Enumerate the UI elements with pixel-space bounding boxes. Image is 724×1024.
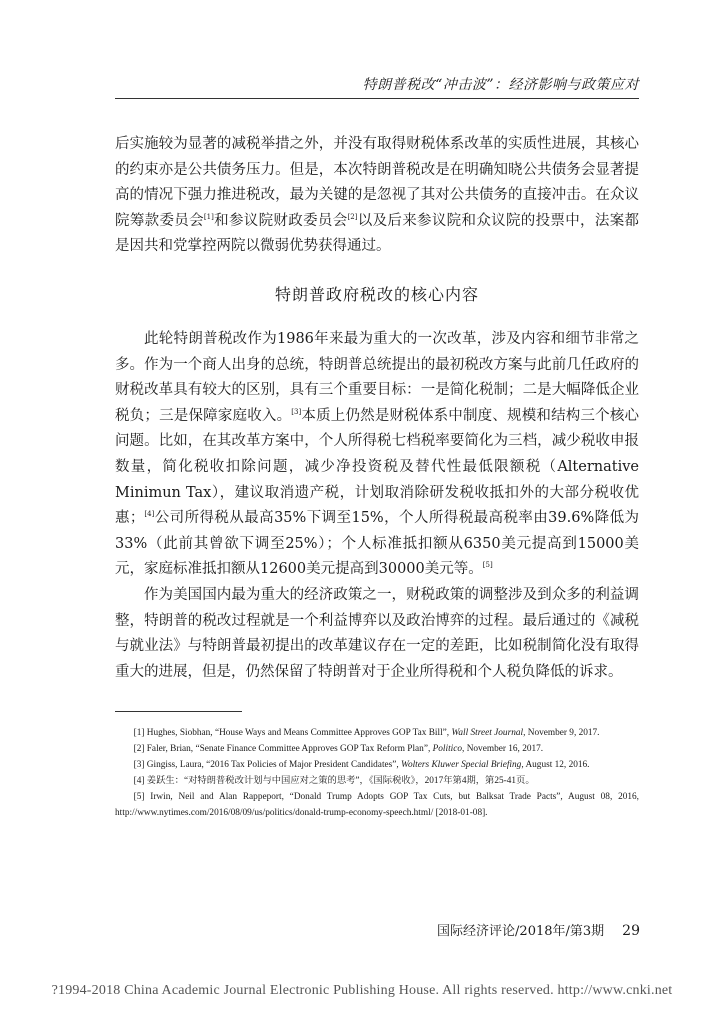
running-head: 特朗普税改“冲击波”：经济影响与政策应对	[362, 77, 639, 93]
footnote-text: Gingiss, Laura, “2016 Tax Policies of Major President Candidates”,	[146, 760, 402, 770]
paragraph-1	[115, 132, 639, 260]
footnote-text: Hughes, Siobhan, “House Ways and Means Committee Approves GOP Tax Bill”,	[146, 728, 452, 738]
paragraph-2	[115, 327, 639, 583]
footnote-tail: , August 12, 2016.	[521, 760, 590, 770]
footnote-5	[115, 789, 639, 821]
paragraph-2-part-1: 此轮特朗普税改作为1986年来最为重大的一次改革，涉及内容和细节非常之多。作为一个商人出身的总统，特朗普总统提出的最初税改方案与此前几任政府的财税改革具有较大的区别，具有三个重要目标：一是简化税制；二是大幅降低企业税负；三是保障家庭收入。	[115, 330, 639, 424]
footnotes	[115, 725, 639, 821]
paragraph-2-part-2: 本质上仍然是财税体系中制度、规模和结构三个核心问题。比如，在其改革方案中，个人所得税七档税率要简化为三档，减少税收申报数量，简化税收扣除问题，减少净投资税及替代性最低限额税（Alternative Minimun Tax），建议取消遗产税，计划取消除研发税收抵扣外的大部分税收优惠；	[115, 407, 640, 527]
footnote-tail: , November 16, 2017.	[462, 744, 544, 754]
footnote-text: 姜跃生：“对特朗普税改计划与中国应对之策的思考”，《国际税收》，2017年第4期，第25-41页。	[146, 776, 535, 786]
footnote-ref-5[interactable]: [5]	[482, 561, 493, 570]
footnote-source: Wall Street Journal	[451, 728, 524, 738]
copyright-notice: ?1994-2018 China Academic Journal Electronic Publishing House. All rights reserved. http://www.cnki.net	[51, 983, 673, 998]
footnote-number: [5]	[133, 792, 145, 802]
paragraph-1-part-1: 后实施较为显著的减税举措之外，并没有取得财税体系改革的实质性进展，其核心的约束亦是公共债务压力。但是，本次特朗普税改是在明确知晓公共债务会显著提高的情况下强力推进税改，最为关键的是忽视了其对公共债务的直接冲击。在众议院筹款委员会	[115, 136, 639, 229]
footnote-ref-3[interactable]: [3]	[291, 407, 302, 416]
footnote-tail: , November 9, 2017.	[523, 728, 600, 738]
footnote-number: [1]	[133, 728, 145, 738]
footnote-3	[115, 757, 639, 773]
journal-issue: 国际经济评论/2018年/第3期	[437, 924, 605, 939]
footnote-ref-4[interactable]: [4]	[144, 510, 155, 519]
footnote-rule	[115, 711, 242, 712]
section-title: 特朗普政府税改的核心内容	[274, 284, 479, 304]
footnote-source: Politico	[432, 744, 463, 754]
paragraph-1-part-2: 和参议院财政委员会	[213, 212, 348, 229]
footnote-number: [4]	[133, 776, 145, 786]
footnote-4	[115, 773, 639, 789]
article-body	[115, 132, 639, 685]
footnote-ref-1[interactable]: [1]	[203, 212, 214, 221]
paragraph-1-part-3: 以及后来参议院和众议院的投票中，法案都是因共和党掌控两院以微弱优势获得通过。	[115, 212, 640, 255]
footnote-source: Wolters Kluwer Special Briefing	[401, 760, 522, 770]
footnote-ref-2[interactable]: [2]	[347, 212, 358, 221]
footnote-text: Faler, Brian, “Senate Finance Committee Approves GOP Tax Reform Plan”,	[146, 744, 433, 754]
footnote-2	[115, 741, 639, 757]
footnote-number: [3]	[133, 760, 145, 770]
footnote-text: Irwin, Neil and Alan Rappeport, “Donald Trump Adopts GOP Tax Cuts, but Balksat Trade Pacts”, August 08, 2016, http://www.nytimes.com/2016/08/09/us/politics/donald-trump-economy-speech.html/ [2018-01-08].	[115, 792, 639, 818]
paragraph-3: 作为美国国内最为重大的经济政策之一，财税政策的调整涉及到众多的利益调整，特朗普的税改过程就是一个利益博弈以及政治博弈的过程。最后通过的《减税与就业法》与特朗普最初提出的改革建议存在一定的差距，比如税制简化没有取得重大的进展，但是，仍然保留了特朗普对于企业所得税和个人税负降低的诉求。	[115, 586, 639, 680]
footnote-number: [2]	[133, 744, 145, 754]
page-number: 29	[622, 923, 640, 939]
page-footer	[380, 920, 640, 939]
paragraph-2-part-3: 公司所得税从最高35%下调至15%，个人所得税最高税率由39.6%降低为33%（此前其曾欲下调至25%）；个人标准抵扣额从6350美元提高到15000美元，家庭标准抵扣额从12600美元提高到30000美元等。	[115, 510, 639, 578]
header-rule	[115, 98, 639, 99]
footnote-1	[115, 725, 639, 741]
